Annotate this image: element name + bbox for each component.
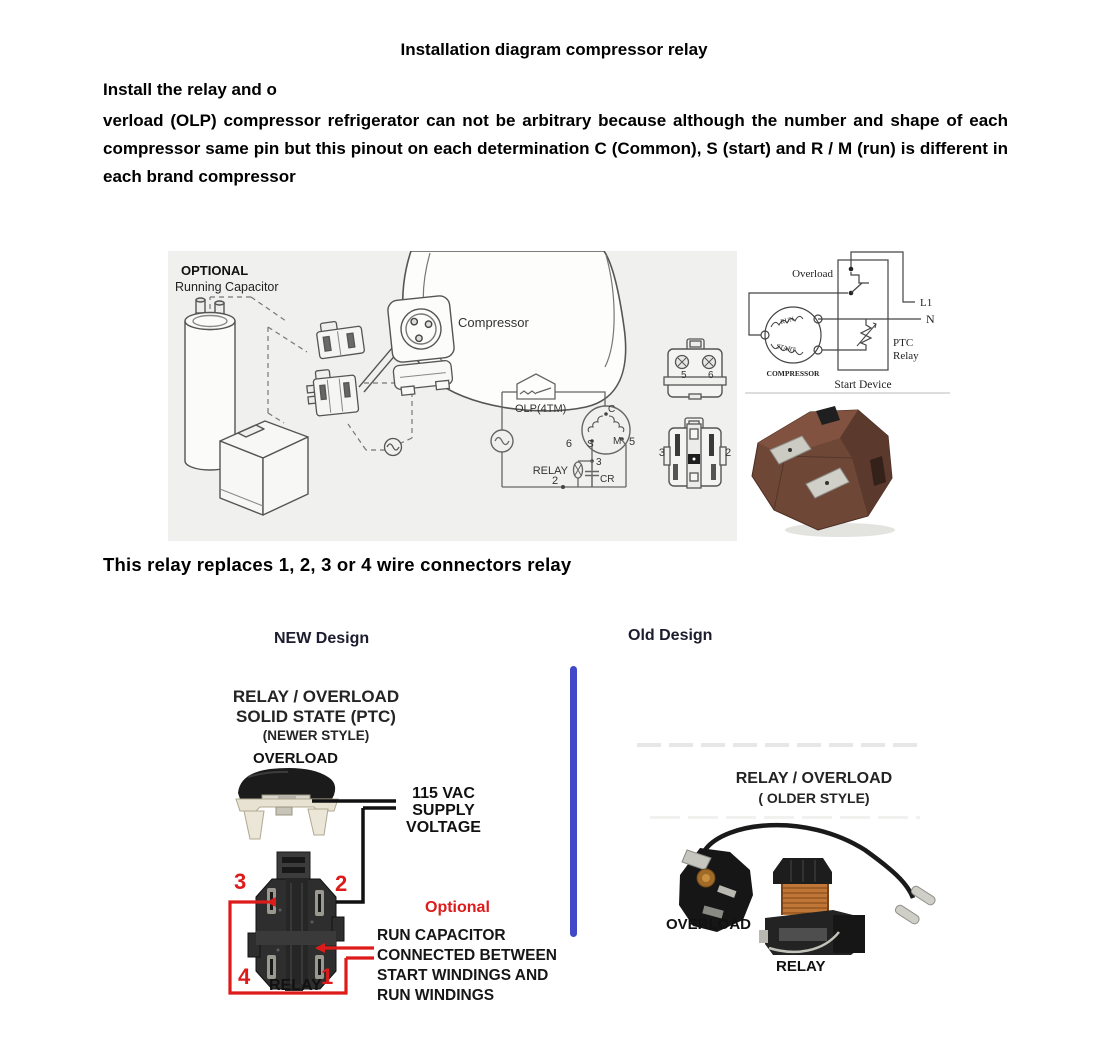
- installation-diagram: [168, 251, 737, 541]
- start-device-schematic: [745, 245, 950, 397]
- relay-cover-art: [220, 421, 308, 515]
- new-design-title-block: [228, 687, 404, 744]
- faint-divider-top: [637, 743, 922, 747]
- supply-line2: SUPPLY: [412, 802, 475, 819]
- conn-bottom-pin3: 3: [658, 447, 665, 459]
- faint-divider-bottom: [650, 816, 920, 819]
- l1-label: L1: [920, 297, 933, 309]
- od-title-line1: RELAY / OVERLOAD: [735, 770, 893, 787]
- ptc-label-2: Relay: [893, 350, 919, 362]
- ptc-label-1: PTC: [893, 337, 914, 349]
- nd-overload-label: OVERLOAD: [253, 750, 339, 767]
- pin2-label: 2: [552, 475, 559, 487]
- optional-run-capacitor-label: Optional: [425, 899, 490, 916]
- intro-paragraph: verload (OLP) compressor refrigerator can not be arbitrary because although the number and shape of each compressor same pin but this pinout on each determination C (Common), S (start) and R / M (run) is different in each brand compressor: [103, 111, 1008, 186]
- old-design-title-block: [703, 769, 925, 807]
- od-overload-label: OVERLOAD: [666, 916, 752, 933]
- conn-top-pin5: 5: [681, 370, 687, 381]
- terminal-m-label: M: [613, 436, 622, 447]
- note-line1: RUN CAPACITOR: [377, 927, 506, 944]
- terminal-s-label: S: [587, 439, 594, 450]
- run-winding-label: RUN: [779, 315, 795, 326]
- old-design-heading: Old Design: [628, 627, 713, 644]
- terminal-c-label: C: [608, 404, 616, 415]
- supply-line1: 115 VAC: [412, 785, 475, 802]
- compressor-socket-art: [387, 295, 455, 363]
- compressor-label: Compressor: [458, 315, 529, 330]
- nd-relay-label: RELAY: [269, 977, 322, 994]
- pin5-label: 5: [629, 436, 636, 448]
- od-wire-crimp-2: [894, 904, 921, 926]
- nd-title-line2: SOLID STATE (PTC): [236, 707, 396, 726]
- note-line2: CONNECTED BETWEEN: [377, 947, 557, 964]
- start-device-caption: Start Device: [834, 379, 892, 391]
- nd-pin-4: 4: [238, 964, 251, 989]
- note-line3: START WINDINGS AND: [377, 967, 549, 984]
- optional-label: OPTIONAL: [181, 263, 249, 278]
- od-relay-art: [759, 858, 865, 955]
- relay-photo: [740, 398, 920, 540]
- running-capacitor-label: Running Capacitor: [175, 280, 279, 294]
- relay-photo-body: [752, 406, 892, 530]
- pin3-label: 3: [596, 457, 602, 468]
- supply-line3: VOLTAGE: [406, 819, 481, 836]
- start-winding-label: START: [775, 343, 797, 355]
- replaces-subheading: This relay replaces 1, 2, 3 or 4 wire connectors relay: [103, 554, 572, 575]
- olp-label: OLP(4TM): [515, 403, 567, 415]
- overload-schematic-label: Overload: [792, 268, 833, 280]
- run-capacitor-note: [377, 926, 557, 1006]
- compressor-schematic-label: COMPRESSOR: [766, 369, 820, 378]
- od-title-line2: ( OLDER STYLE): [758, 790, 870, 806]
- note-line4: RUN WINDINGS: [377, 987, 495, 1004]
- nd-title-line3: (NEWER STYLE): [262, 728, 370, 743]
- conn-bottom-pin2: 2: [725, 447, 732, 459]
- nd-overload-art: [236, 768, 338, 839]
- new-design-heading: NEW Design: [274, 630, 370, 647]
- page-title: Installation diagram compressor relay: [400, 40, 708, 59]
- supply-voltage-block: [396, 785, 491, 836]
- nd-pin-3: 3: [234, 869, 247, 894]
- nd-pin-2: 2: [335, 871, 348, 896]
- ac-source-symbol-left: [385, 439, 402, 456]
- pin6-label: 6: [565, 438, 572, 450]
- relay-photo-shadow: [785, 523, 895, 537]
- n-label: N: [926, 312, 935, 326]
- intro-line-1: Install the relay and o: [103, 80, 277, 99]
- cr-label: CR: [600, 474, 615, 485]
- connector-view-bottom-art: [664, 418, 726, 488]
- od-relay-label: RELAY: [776, 958, 826, 975]
- old-design-art: [655, 820, 955, 978]
- conn-top-pin6: 6: [708, 370, 714, 381]
- nd-pin-1: 1: [321, 964, 334, 989]
- relay-schematic-label: RELAY: [532, 465, 568, 477]
- nd-title-line1: RELAY / OVERLOAD: [232, 687, 400, 706]
